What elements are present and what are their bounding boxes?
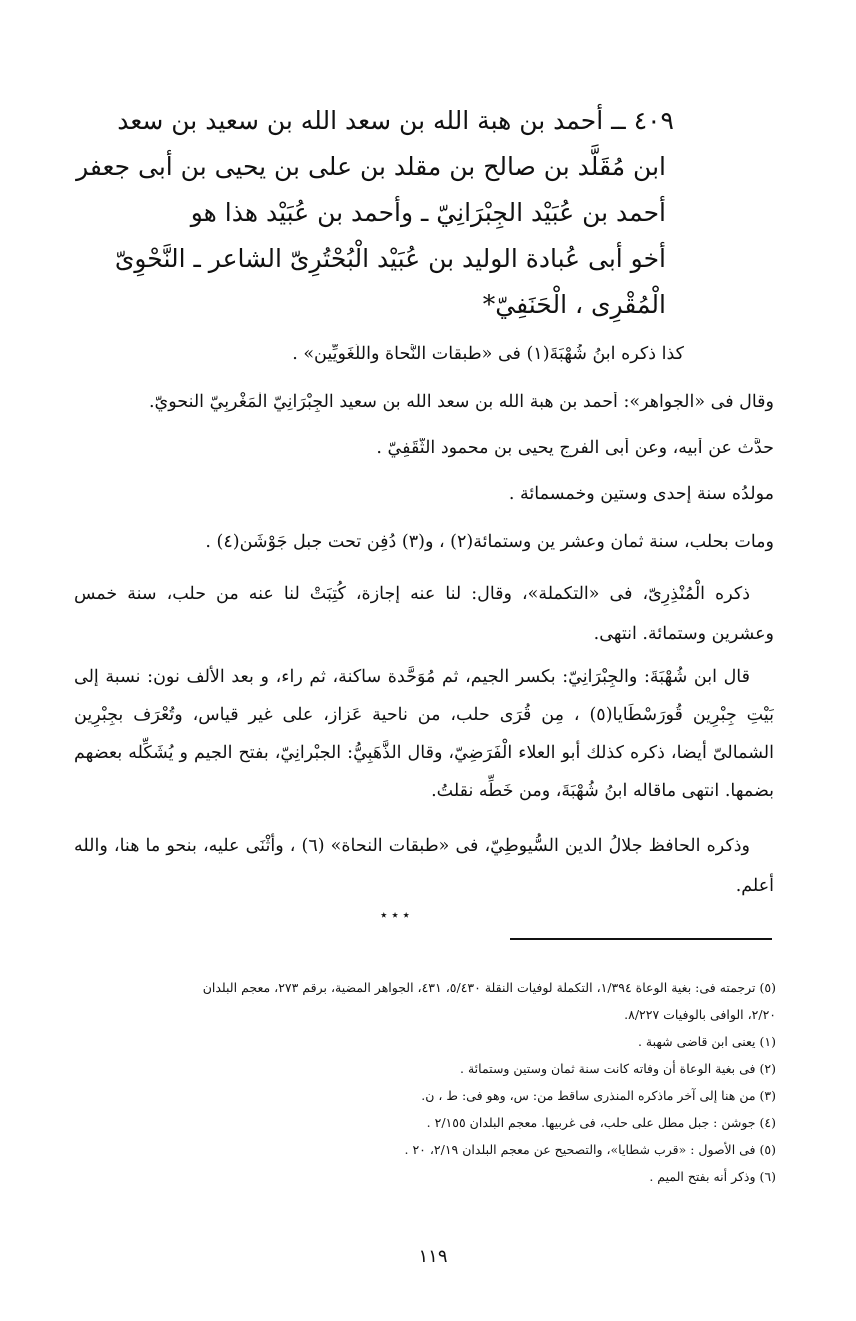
entry-heading [76,98,674,328]
footnote-rule [510,938,772,940]
heading-line-2: ابن مُقَلَّد بن صالح بن مقلد بن على بن يحيى بن أبى جعفر [76,152,666,181]
body-paragraph-1: كذا ذكره ابنُ شُهْبَةَ(١) فى «طبقات النُّحاة واللُّغَوِيِّين» . [292,344,684,364]
page-number: ١١٩ [418,1246,448,1267]
footnote-5: (٥) فى الأصول : «قرب شطايا»، والتصحيح عن معجم البلدان ٢/١٩، ٢٠ . [404,1142,776,1157]
body-paragraph-3: حدَّث عن أبيه، وعن أبى الفرج يحيى بن محمود الثَّقَفِيّ . [376,438,774,458]
heading-line-5: الْمُقْرِى ، الْحَنَفِيّ* [482,290,666,319]
footnote-source-line-2: ٢/٢٠، الوافى بالوفيات ٨/٢٢٧. [624,1007,776,1022]
footnote-2: (٢) فى بغية الوعاة أن وفاته كانت سنة ثمان وستين وستمائة . [460,1061,776,1076]
footnote-6: (٦) وذكر أنه بفتح الميم . [649,1169,776,1184]
body-paragraph-8: وذكره الحافظ جلالُ الدين السُّيوطِيّ، فى «طبقات النحاة» (٦) ، وأثْنَى عليه، بنحو ما هنا، والله أعلم. [74,836,774,896]
body-paragraph-2: وقال فى «الجواهر»: أحمد بن هبة الله بن سعد الله بن سعيد الجِبْرَانِيّ الْمَغْرِبِيّ النحوِيّ. [148,392,774,412]
body-paragraph-6: ذكره الْمُنْذِرِىّ، فى «التكملة»، وقال: لنا عنه إجازة، كُتِبَتْ لنا عنه من حلب، سنة خمس وعشرين وستمائة. انتهى. [74,584,774,644]
heading-line-4: أخو أبى عُبادة الوليد بن عُبَيْد الْبُحْتُرِىّ الشاعر ـ النَّحْوِىّ [114,244,666,273]
body-paragraph-4: مولدُه سنة إحدى وستين وخمسمائة . [508,484,774,504]
footnote-4: (٤) جوشن : جبل مطل على حلب، فى غربيها. معجم البلدان ٢/١٥٥ . [426,1115,776,1130]
footnote-1: (١) يعنى ابن قاضى شهبة . [637,1034,776,1049]
body-paragraph-5: ومات بحلب، سنة ثمان وعشر ين وستمائة(٢) ، و(٣) دُفِن تحت جبل جَوْشَن(٤) . [205,532,774,552]
heading-line-1: ٤٠٩ ــ أحمد بن هبة الله بن سعد الله بن سعيد بن سعد [117,106,674,135]
footnotes [76,974,776,1190]
body-paragraph-7: قال ابن شُهْبَةَ: والجِبْرَانِيّ: بكسر الجيم، ثم مُوَحَّدة ساكنة، ثم راء، و بعد الألف نون: نسبة إلى بَيْتِ جِبْرِين قُورَسْطَايا(٥) ، مِن قُرَى حلب، من ناحية عَزاز، على غير قياس، وتُعْرَف بجِبْرِين الشمالىّ أيضا، ذكره كذلك أبو العلاء الْفَرَضِيّ، وقال الذَّهَبِيُّ: الجبْرانِيّ، بفتح الجيم و يُشَكِّله بعضهم بضمها. انتهى ماقاله ابنُ شُهْبَةَ، ومن خَطِّه نقلتُ. [74,667,774,801]
footnote-source-line-1: (٥) ترجمته فى: بغية الوعاة ١/٣٩٤، التكملة لوفيات النقلة ٥/٤٣٠، ٤٣١، الجواهر المضية، برقم ٢٧٣، معجم البلدان [202,980,776,995]
section-separator: ٭ ٭ ٭ [380,908,410,923]
heading-line-3: أحمد بن عُبَيْد الجِبْرَانِيّ ـ وأحمد بن عُبَيْد هذا هو [190,198,666,227]
footnote-3: (٣) من هنا إلى آخر ماذكره المنذرى ساقط من: س، وهو فى: ط ، ن. [421,1088,776,1103]
